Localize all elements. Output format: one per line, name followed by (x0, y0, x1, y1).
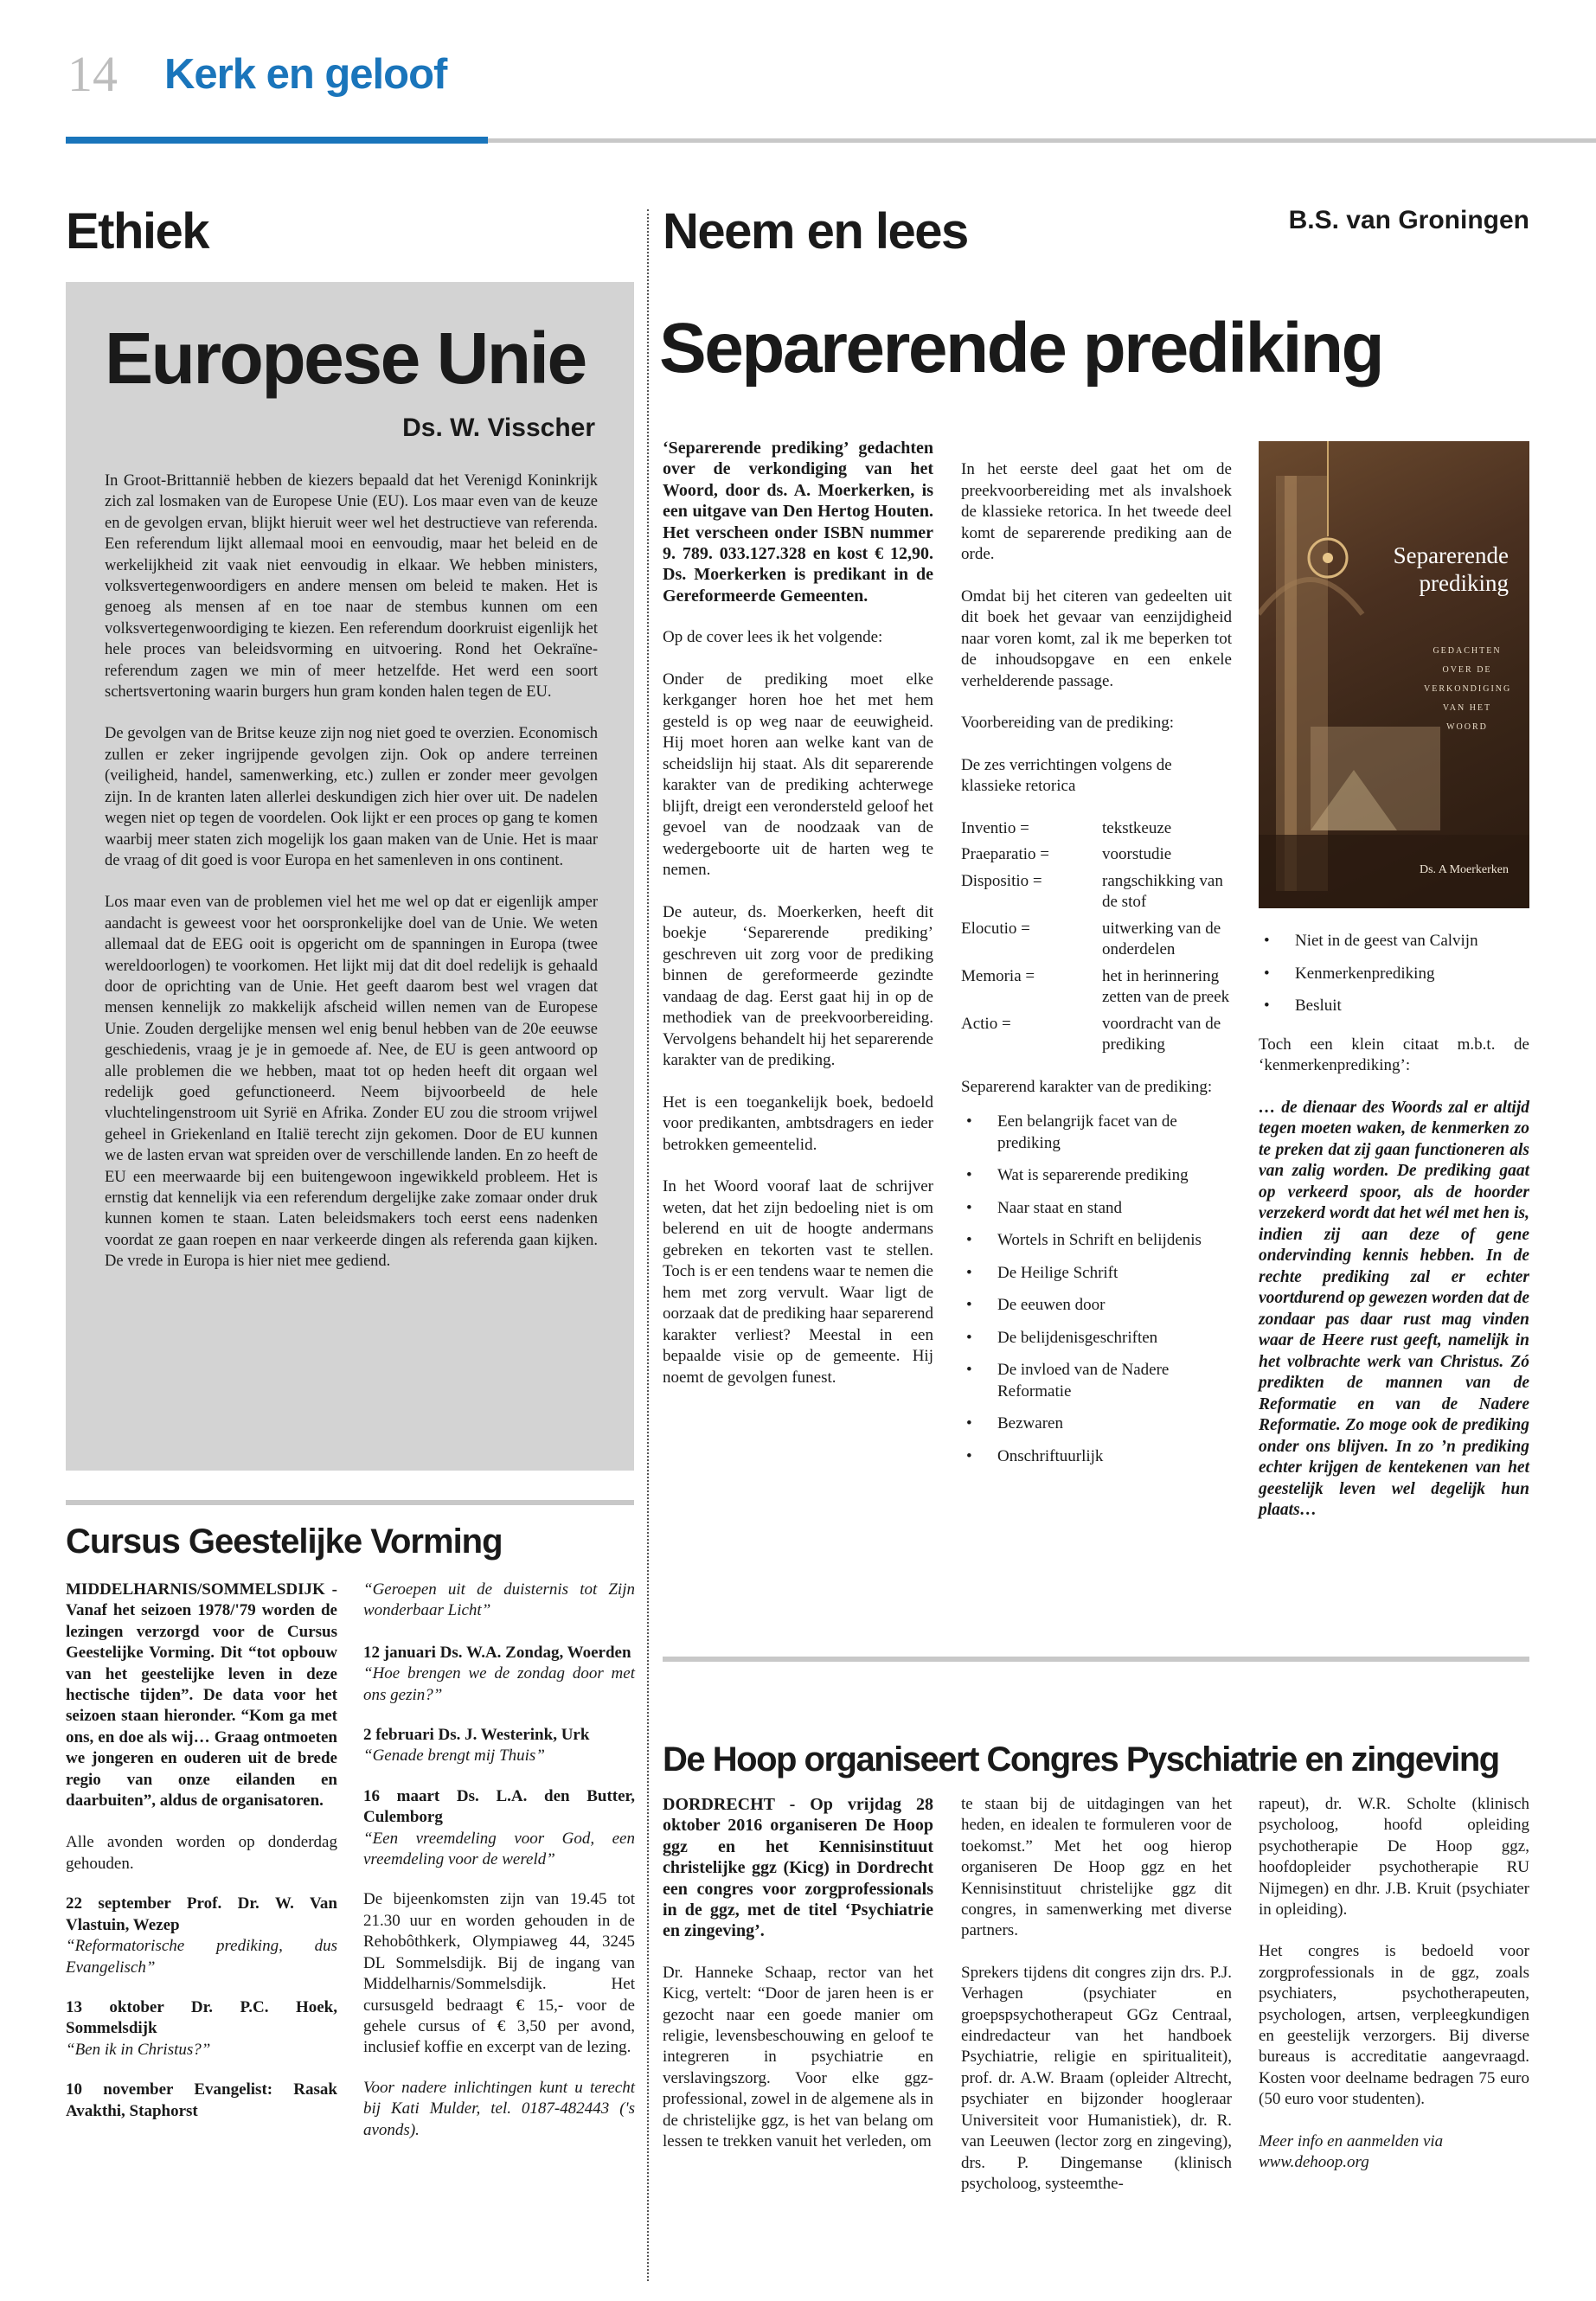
schedule-head: 2 februari Ds. J. Westerink, Urk (363, 1726, 590, 1745)
ethiek-body (105, 471, 598, 1293)
rhetorica-desc: tekstkeuze (1102, 818, 1172, 837)
hoop-paragraph: te staan bij de uitdagingen van het heden, en idealen te formuleren voor de toekomst.” Met het oog hierop organiseren De Hoop ggz en het Kennisinstituut christelijke ggz dit congres, in samenwerking met diverse partners. (961, 1795, 1232, 1940)
hoop-col1 (663, 1794, 933, 2174)
hoop-paragraph: Dr. Hanneke Schaap, rector van het Kicg, vertelt: “Door de jaren heen is er gezocht naar een goede manier om religie, levensbeschouwing en geloof te integreren in psychiatrie en verslavingszorg. Voor elke ggz-professional, zowel in de algemene als in de christelijke ggz, is het van belang om lessen te trekken vanuit het verleden, om (663, 1963, 933, 2151)
quote: … de dienaar des Woords zal er altijd tegen moeten waken, de kenmerken zo te preken dat zij gaan functioneren als van zalig worden. De prediking gaat op verkeerd spoor, als de hoorder verzekerd wordt dat het wél met hen is, indien zij aan deze of gene ondervinding kennis hebben. In de rechte prediking zal er echter voortdurend op gewezen worden dat de zondaar pas daar rust mag vinden waar de Heere rust geeft, namelijk in het volbrachte werk van Christus. Zó predikten de mannen van de Reformatie en van de Nadere Reformatie. Zo moge ook de prediking onder ons blijven. In zo ’n prediking echter krijgen de kentekenen van het geestelijk leven wel degelijk hun plaats… (1259, 1098, 1529, 1519)
list-item: • Een belangrijk facet van de prediking (961, 1112, 1232, 1154)
neem-title: Separerende prediking (659, 309, 1383, 388)
schedule-theme: “Reformatorische prediking, dus Evangelisch” (66, 1937, 337, 1977)
neem-col1 (663, 438, 933, 1409)
schedule-theme: “Hoe brengen we de zondag door met ons gezin?” (363, 1664, 635, 1704)
quote-intro: Toch een klein citaat m.b.t. de ‘kenmerkenprediking’: (1259, 1035, 1529, 1074)
ethiek-title: Europese Unie (105, 317, 586, 399)
list-item: • Bezwaren (961, 1413, 1232, 1435)
header-rule-grey (488, 138, 1596, 143)
cursus-rule (66, 1500, 634, 1505)
list-item: • Wat is separerende prediking (961, 1165, 1232, 1187)
rhetorica-desc: voordracht van de prediking (1102, 1014, 1221, 1054)
header-rule-blue (66, 137, 488, 144)
neem-paragraph: De zes verrichtingen volgens de klassieke retorica (961, 755, 1172, 795)
cover-author: Ds. A Moerkerken (1419, 863, 1509, 876)
book-cover (1259, 441, 1529, 908)
neem-paragraph: De auteur, ds. Moerkerken, heeft dit boekje ‘Separerende prediking’ geschreven uit zorg voor de prediking binnen de gereformeerde gezindte vandaag de dag. Eerst gaat hij in op de methodiek van de preekvoorbereiding. Vervolgens behandelt hij het separerende karakter van de prediking. (663, 902, 933, 1070)
chapter-list (961, 1112, 1232, 1467)
neem-paragraph: Op de cover lees ik het volgende: (663, 628, 883, 647)
neem-col2 (961, 459, 1232, 1478)
schedule-head: 10 november Evangelist: Rasak Avakthi, Staphorst (66, 2080, 337, 2120)
list-item: • Onschriftuurlijk (961, 1446, 1232, 1468)
chapter-list-cont (1259, 931, 1529, 1017)
rhetorica-desc: rangschikking van de stof (1102, 871, 1223, 911)
rhetorica-table (961, 818, 1232, 1056)
ethiek-paragraph: In Groot-Brittannië hebben de kiezers bepaald dat het Verenigd Koninkrijk zich zal losmaken van de Europese Unie (EU). Los maar even van de keuze en de gevolgen ervan, blijkt hieruit weer wel het destructieve van referenda. Een referendum lijkt allemaal mooi en eenvoudig, maar het beleid en de werkelijkheid zit vaak niet eenvoudig in elkaar. We hebben ministers, volksvertegenwoordigers en andere mensen om beleid te maken. Het is genoeg als mensen af en toe naar de stembus kunnen om een volksvertegenwoordiging te kiezen. Een referendum doorkruist eigenlijk het hele proces van beleidsvorming en uitvoering. Rond het Oekraïne-referendum zagen we min of meer hetzelfde. Het werd een soort schertsvertoning waarin burgers hun gram konden halen tegen de EU. (105, 472, 598, 702)
rhetorica-term: Elocutio = (961, 919, 1030, 938)
cursus-col1 (66, 1580, 337, 2141)
rhetorica-term: Actio = (961, 1014, 1011, 1033)
schedule-theme: “Geroepen uit de duisternis tot Zijn wonderbaar Licht” (363, 1580, 635, 1620)
cursus-contact: Voor nadere inlichtingen kunt u terecht bij Kati Mulder, tel. 0187-482443 ('s avonds). (363, 2078, 635, 2139)
schedule-head: 22 september Prof. Dr. W. Van Vlastuin, Wezep (66, 1894, 337, 1934)
schedule-theme: “Ben ik in Christus?” (66, 2040, 211, 2059)
cover-subtitle: GEDACHTEN OVER DE VERKONDIGING VAN HET WOORD (1424, 646, 1512, 732)
list-item: • Naar staat en stand (961, 1198, 1232, 1220)
schedule-theme: “Genade brengt mij Thuis” (363, 1747, 545, 1766)
list-item: • De invloed van de Nadere Reformatie (961, 1360, 1232, 1402)
hoop-lead: DORDRECHT - Op vrijdag 28 oktober 2016 organiseren De Hoop ggz en het Kennisinstituut christelijke ggz (Kicg) in Dordrecht een congres voor zorgprofessionals in de ggz, met de titel ‘Psychiatrie en zingeving’. (663, 1795, 933, 1941)
neem-paragraph: Voorbereiding van de prediking: (961, 714, 1175, 732)
list-item: • Wortels in Schrift en belijdenis (961, 1230, 1232, 1252)
cover-title: Separerende prediking (1393, 542, 1509, 596)
rhetorica-term: Dispositio = (961, 871, 1042, 890)
cursus-title: Cursus Geestelijke Vorming (66, 1522, 503, 1561)
list-item: • De eeuwen door (961, 1295, 1232, 1317)
rhetorica-desc: het in herinnering zetten van de preek (1102, 966, 1230, 1006)
schedule-head: 13 oktober Dr. P.C. Hoek, Sommelsdijk (66, 1997, 337, 2038)
hoop-rule (663, 1657, 1529, 1662)
hoop-title: De Hoop organiseert Congres Pyschiatrie en zingeving (663, 1740, 1499, 1779)
rhetorica-desc: voorstudie (1102, 845, 1172, 863)
list-item: • De belijdenisgeschriften (961, 1328, 1232, 1349)
rhetorica-term: Inventio = (961, 818, 1029, 837)
hoop-link[interactable]: Meer info en aanmelden via www.dehoop.org (1259, 2131, 1444, 2172)
neem-col3 (1259, 931, 1529, 1542)
ethiek-paragraph: De gevolgen van de Britse keuze zijn nog niet goed te overzien. Economisch zullen er zeker ingrijpende gevolgen zijn. Ook op andere terreinen (veiligheid, handel, samenwerking, etc.) zullen er zonder meer gevolgen zijn. In de kranten laten allerlei deskundigen zich hier over uit. De nadelen wegen niet op tegen de voordelen. Ook lijkt er een proces op gang te komen waarbij meer staten zich mogelijk los gaan maken van de Unie. Het is maar de vraag of dit goed is voor Europa en het samenleven in ons continent. (105, 725, 598, 869)
hoop-paragraph: rapeut), dr. W.R. Scholte (klinisch psycholoog, hoofd opleiding psychotherapie De Hoop ggz, hoofdopleider psychotherapie RU Nijmegen) en dhr. J.B. Kruit (psychiater in opleiding). (1259, 1795, 1529, 1920)
hoop-col2 (961, 1794, 1232, 2215)
neem-paragraph: Het is een toegankelijk boek, bedoeld voor predikanten, ambtsdragers en ieder betrokken gemeentelid. (663, 1093, 933, 1154)
neem-paragraph: Onder de prediking moet elke kerkganger horen hoe het met hem gesteld is op weg naar de eeuwigheid. Hij moet horen aan welke kant van de scheidslijn hij staat. Als dit separerende karakter van de prediking achterwege blijft, dreigt een verondersteld geloof het gevoel van de noodzaak van de wedergeboorte uit de harten weg te nemen. (663, 670, 933, 880)
rhetorica-term: Praeparatio = (961, 845, 1049, 863)
cursus-lead: MIDDELHARNIS/SOMMELSDIJK - Vanaf het seizoen 1978/'79 worden de lezingen verzorgd voor de Cursus Geestelijke Vorming. Dit “tot opbouw van het geestelijke leven in deze hectische tijden”. De data voor het seizoen staan hieronder. “Kom ga met ons, en doe als wij… Graag ontmoeten we jongeren en ouderen uit de brede regio van onze eilanden en daarbuiten”, aldus de organisatoren. (66, 1580, 337, 1811)
neem-paragraph: Omdat bij het citeren van gedeelten uit dit boek het gevaar van eenzijdigheid naar voren komt, zal ik me beperken tot de inhoudsopgave en een enkele verhelderende passage. (961, 586, 1232, 690)
ethiek-paragraph: Los maar even van de problemen viel het me wel op dat er eigenlijk amper aandacht is geweest voor het oorspronkelijke doel van de Unie. We weten allemaal dat de EEG ooit is opgericht om de spanningen in Europa (twee wereldoorlogen) te voorkomen. Het lijkt mij dat dit doel redelijk is gehaald door de oprichting van de Unie. Het geeft daarom best wel vragen dat mensen kennelijk zo makkelijk afscheid willen nemen van de Europese Unie. Zouden dergelijke mensen wel enig benul hebben van de 20e eeuwse geschiedenis, vraag je je in gemoede af. Nee, de EU is geen antwoord op alle problemen die we hebben, maat tot op heden heeft dit orgaan wel redelijk goed gefunctioneerd. Neem bijvoorbeeld de hele vluchtelingenstroom uit Syrië en Afrika. Zonder EU zou die stroom vrijwel geheel in Griekenland en Italië terecht zijn gekomen. Door de EU kunnen we de lasten ervan wat spreiden over de verschillende landen. En zo heeft de EU een meerwaarde bij een buitengewoon ingewikkeld probleem. Het is ernstig dat kennelijk via een referendum dergelijke zake zomaar onder druk kunnen komen te staan. Laten beleidsmakers toch eerst eens nadenken voordat ze gaan roepen en naar verkeerde dingen als referenda gaan kijken. De vrede in Europa is hier niet mee gediend. (105, 894, 598, 1271)
list-item: • Kenmerkenprediking (1259, 964, 1529, 985)
list-item: • Niet in de geest van Calvijn (1259, 931, 1529, 952)
section-title: Kerk en geloof (164, 51, 447, 98)
page-number: 14 (67, 46, 118, 102)
neem-paragraph: In het eerste deel gaat het om de preekvoorbereiding met als invalshoek de klassieke retorica. In het tweede deel komt de separerende prediking aan de orde. (961, 460, 1232, 563)
neem-paragraph: In het Woord vooraf laat de schrijver weten, dat het zijn bedoeling niet is om belerend en uit de hoogte andermans gebreken en tekorten vast te stellen. Toch is er een tendens waar te nemen die hem met zorg vervult. Waar ligt de oorzaak dat de prediking haar separerend karakter verliest? Meestal in een bepaalde visie op de gemeente. Hij noemt de gevolgen funest. (663, 1177, 933, 1387)
hoop-paragraph: Het congres is bedoeld voor zorgprofessionals in de ggz, zoals psychiaters, psychotherapeuten, psychologen, artsen, verpleegkundigen en geestelijk verzorgers. Bij diverse bureaus is accreditatie aangevraagd. Kosten voor deelname bedragen 75 euro (50 euro voor studenten). (1259, 1942, 1529, 2109)
ethiek-label: Ethiek (66, 203, 209, 260)
rhetorica-term: Memoria = (961, 966, 1035, 985)
schedule-head: 12 januari Ds. W.A. Zondag, Woerden (363, 1643, 631, 1662)
neem-lead: ‘Separerende prediking’ gedachten over de verkondiging van het Woord, door ds. A. Moerkerken, is een uitgave van Den Hertog Houten. Het verscheen onder ISBN nummer 9. 789. 033.127.328 en kost € 12,90. Ds. Moerkerken is predikant in de Gereformeerde Gemeenten. (663, 439, 933, 606)
cursus-intro: Alle avonden worden op donderdag gehouden. (66, 1833, 337, 1873)
rhetorica-desc: uitwerking van de onderdelen (1102, 919, 1221, 958)
neem-author: B.S. van Groningen (1288, 206, 1529, 234)
hoop-col3 (1259, 1794, 1529, 2195)
schedule-theme: “Een vreemdeling voor God, een vreemdeling voor de wereld” (363, 1829, 635, 1869)
cursus-details: De bijeenkomsten zijn van 19.45 tot 21.30 uur en worden gehouden in de Rehobôthkerk, Olympiaweg 44, 3245 DL Sommelsdijk. Bij de ingang van Middelharnis/Sommelsdijk. Het cursusgeld bedraagt € 15,- voor de gehele cursus of € 3,50 per avond, inclusief koffie en excerpt van de lezing. (363, 1890, 635, 2057)
ethiek-box (66, 282, 634, 1471)
list-intro: Separerend karakter van de prediking: (961, 1077, 1213, 1096)
column-divider (647, 209, 649, 2281)
hoop-paragraph: Sprekers tijdens dit congres zijn drs. P.J. Verhagen (psychiater en groepspsychotherapeut GGz Centraal, eindredacteur van het handboek Psychiatrie, religie en spiritualiteit), prof. dr. A.W. Braam (opleider Altrecht, psychiater en bijzonder hoogleraar Universiteit voor Humanistiek), dr. R. van Leeuwen (lector zorg en zingeving), drs. P. Dingemanse (klinisch psycholoog, systeemthe- (961, 1963, 1232, 2193)
ethiek-author: Ds. W. Visscher (402, 413, 595, 442)
list-item: • Besluit (1259, 996, 1529, 1017)
cursus-col2 (363, 1580, 635, 2162)
list-item: • De Heilige Schrift (961, 1263, 1232, 1285)
neem-label: Neem en lees (663, 203, 968, 260)
schedule-head: 16 maart Ds. L.A. den Butter, Culemborg (363, 1786, 635, 1827)
